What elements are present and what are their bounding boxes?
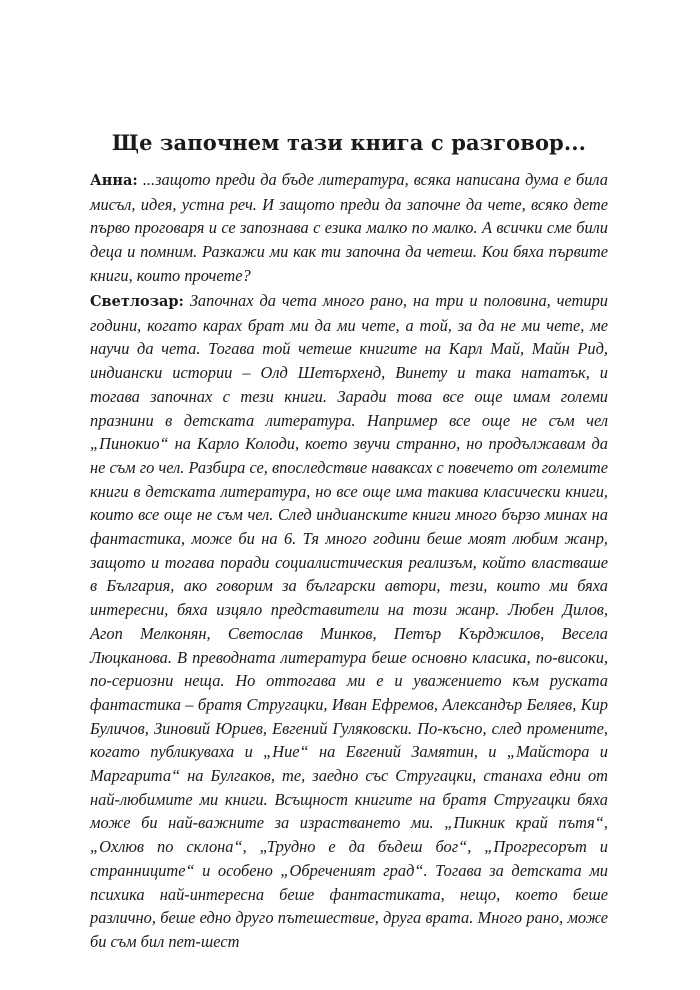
- dialogue-text-anna: ...защото преди да бъде литература, всяка написана дума е била мисъл, идея, устна реч. И защото преди да започне да чете, всяко дете първо проговаря и се запознава с езика малко по малко. А всички сме били деца и помним. Разкажи ми как ти започна да четеш. Кои бяха първите книги, които прочете?: [90, 170, 608, 285]
- book-page: [90, 0, 608, 990]
- dialogue-paragraph-svetlozar: [90, 289, 608, 954]
- speaker-name-svetlozar: Светлозар:: [90, 293, 184, 310]
- dialogue-text-svetlozar: Започнах да чета много рано, на три и половина, четири години, когато карах брат ми да ми чете, а той, за да не ми чете, ме научи да чета. Тогава той четеше книгите на Карл Май, Майн Рид, индиански истории – Олд Шетърхенд, Винету и така нататък, и тогава започнах с тези книги. Заради това все още имам големи празнини в детската литература. Например все още не съм чел „Пинокио“ на Карло Колоди, което звучи странно, но продължавам да не съм го чел. Разбира се, впоследствие наваксах с повечето от големите книги в детската литература, но все още има такива класически книги, които все още не съм чел. След индианските книги много бързо минах на фантастика, може би на 6. Тя много години беше моят любим жанр, защото и тогава поради социалистическия реализъм, който властваше в България, ако говорим за български автори, тези, които ми бяха интересни, бяха изцяло представители на този жанр. Любен Дилов, Агоп Мелконян, Светослав Минков, Петър Кърджилов, Весела Люцканова. В преводната литература беше основно класика, по-високи, по-сериозни неща. Но оттогава ми е и уважението към руската фантастика – братя Стругацки, Иван Ефремов, Александър Беляев, Кир Буличов, Зиновий Юриев, Евгений Гуляковски. По-късно, след промените, когато публикуваха и „Ние“ на Евгений Замятин, и „Майстора и Маргарита“ на Булгаков, те, заедно със Стругацки, станаха едни от най-любимите ми книги. Всъщност книгите на братя Стругацки бяха може би най-важните за израстването ми. „Пикник край пътя“, „Охлюв по склона“, „Трудно е да бъдеш бог“, „Прогресорът и странниците“ и особено „Обреченият град“. Тогава за детската ми психика най-интересна беше фантастиката, нещо, което беше различно, беше едно друго пътешествие, друга врата. Много рано, може би съм бил пет-шест: [90, 291, 608, 951]
- speaker-name-anna: Анна:: [90, 172, 138, 189]
- dialogue-paragraph-anna: [90, 168, 608, 288]
- chapter-title: Ще започнем тази книга с разговор...: [111, 130, 587, 155]
